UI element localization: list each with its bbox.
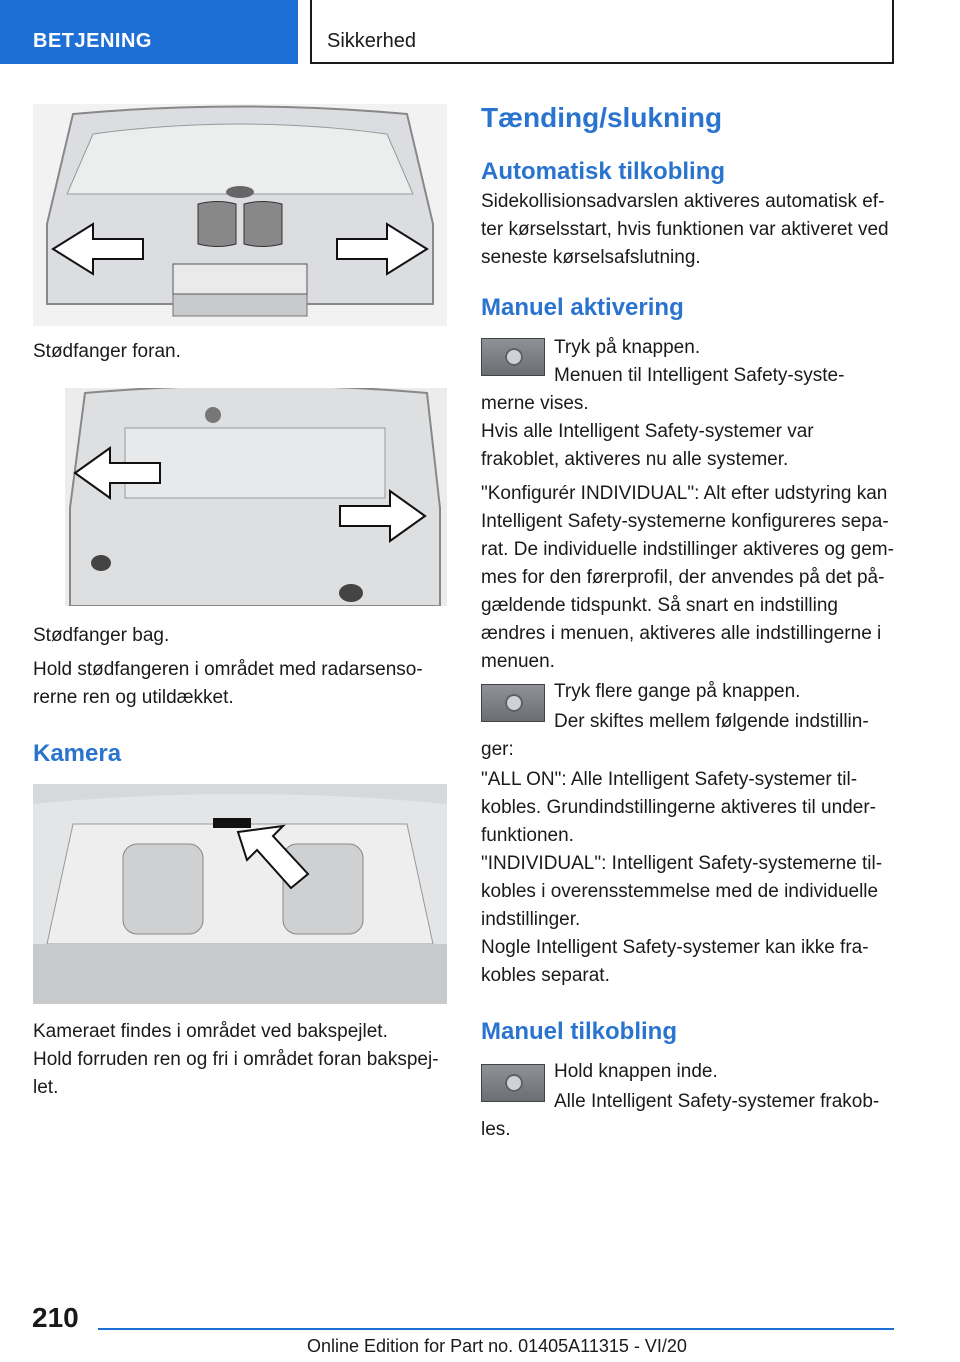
camera-clean-text: Hold forruden ren og fri i området foran bakspejlet.: [33, 1049, 439, 1098]
hold-step2a: Alle Intelligent Safety-systemer frakob-: [554, 1091, 880, 1112]
manual-heading: Manuel aktivering: [481, 294, 684, 321]
rear-bumper-caption: Stødfanger bag.: [33, 625, 170, 646]
section-title: Tænding/slukning: [481, 102, 723, 133]
auto-heading: Automatisk tilkobling: [481, 158, 726, 185]
chapter-label: Sikkerhed: [327, 30, 416, 52]
front-bumper-figure: [33, 104, 447, 326]
section-label: BETJENING: [33, 30, 152, 52]
safety-button-icon: [481, 1064, 545, 1102]
edition-text: Online Edition for Part no. 01405A11315 - VI/20: [307, 1336, 687, 1356]
manual-p2: "Konfigurér INDIVIDUAL": Alt efter udstyring kan Intelligent Safety-systemerne konfigureres separat. De individuelle indstillinger aktiveres og gemmes for den førerprofil, der anvendes på det pågældende tidspunkt. Så snart en indstilling ændres i menuen, aktiveres alle indstillingerne i menuen.: [481, 483, 894, 672]
safety-button-icon: [481, 684, 545, 722]
all-on-text: "ALL ON": Alle Intelligent Safety-systemer tilkobles. Grundindstillingerne aktiveres til underfunktionen.: [481, 769, 876, 846]
multi-step2b: ger:: [481, 739, 514, 760]
manual-p1: Hvis alle Intelligent Safety-systemer var frakoblet, aktiveres nu alle systemer.: [481, 421, 814, 470]
section-tab: [0, 0, 298, 64]
multi-step1: Tryk flere gange på knappen.: [554, 681, 801, 702]
chapter-tab: [310, 0, 894, 64]
front-bumper-caption: Stødfanger foran.: [33, 341, 181, 362]
page-number: 210: [32, 1302, 79, 1333]
individual-text: "INDIVIDUAL": Intelligent Safety-systemerne tilkobles i overensstemmelse med de individuelle indstillinger.: [481, 853, 883, 930]
footer-divider: [98, 1328, 894, 1330]
rear-bumper-figure: [65, 388, 447, 606]
manual-step2a: Menuen til Intelligent Safety-syste-: [554, 365, 845, 386]
manual-off-heading: Manuel tilkobling: [481, 1018, 677, 1045]
manual-step2b: merne vises.: [481, 393, 589, 414]
auto-text: Sidekollisionsadvarslen aktiveres automatisk efter kørselsstart, hvis funktionen var aktiveret ved seneste kørselsafslutning.: [481, 191, 889, 268]
rear-sensor-note: Hold stødfangeren i området med radarsensorerne ren og utildækket.: [33, 659, 423, 708]
manual-step1: Tryk på knappen.: [554, 337, 701, 358]
hold-step2b: les.: [481, 1119, 511, 1140]
camera-figure: [33, 784, 447, 1004]
camera-heading: Kamera: [33, 740, 122, 767]
camera-location-text: Kameraet findes i området ved bakspejlet.: [33, 1021, 388, 1042]
hold-step1: Hold knappen inde.: [554, 1061, 718, 1082]
multi-step2a: Der skiftes mellem følgende indstillin-: [554, 711, 869, 732]
safety-button-icon: [481, 338, 545, 376]
note-text: Nogle Intelligent Safety-systemer kan ikke frakobles separat.: [481, 937, 869, 986]
